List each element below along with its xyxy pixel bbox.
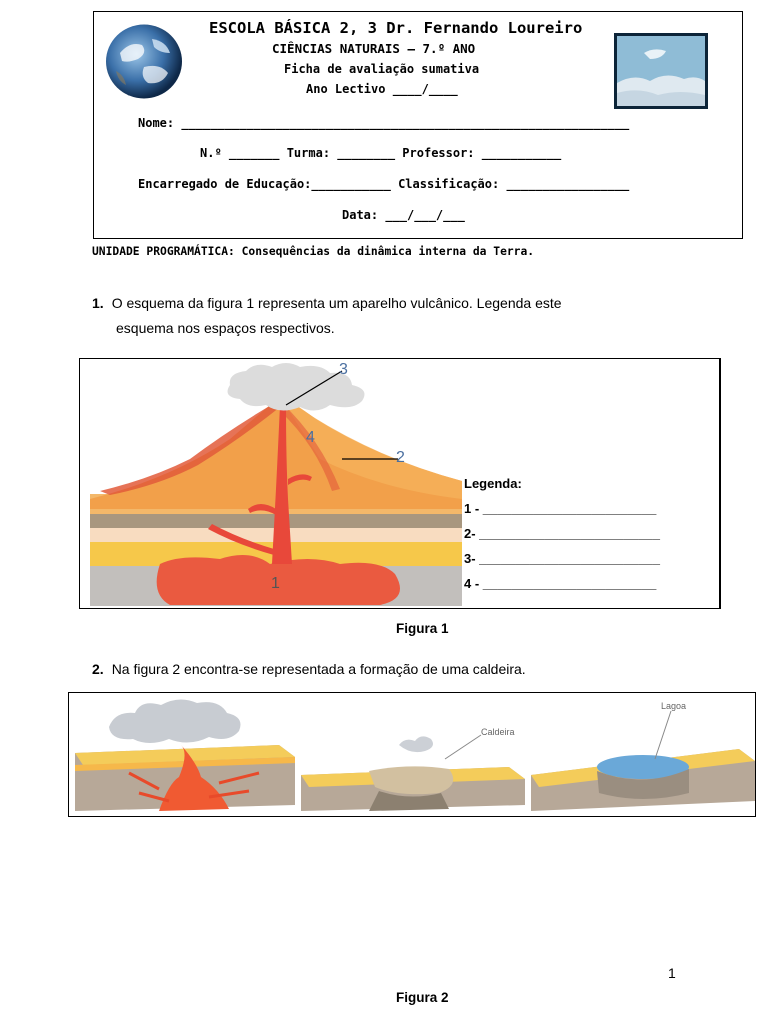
legend-item-2: 2- _________________________ bbox=[464, 526, 660, 541]
guardian-grade-fields: Encarregado de Educação:___________ Classificação: _________________ bbox=[138, 177, 630, 191]
question-1-line-2: esquema nos espaços respectivos. bbox=[116, 320, 335, 336]
legend-item-4: 4 - ________________________ bbox=[464, 576, 657, 591]
page-number: 1 bbox=[668, 965, 676, 981]
school-name: ESCOLA BÁSICA 2, 3 Dr. Fernando Loureiro bbox=[209, 19, 583, 37]
legend-item-1: 1 - ________________________ bbox=[464, 501, 657, 516]
name-field: Nome: ______________________________________________________________ bbox=[138, 116, 630, 130]
date-field: Data: ___/___/___ bbox=[342, 208, 465, 222]
question-2-text: Na figura 2 encontra-se representada a formação de uma caldeira. bbox=[111, 661, 526, 677]
figure-2-caption: Figura 2 bbox=[396, 990, 449, 1005]
caldeira-label: Caldeira bbox=[481, 727, 515, 737]
subject-title: CIÊNCIAS NATURAIS – 7.º ANO bbox=[272, 41, 476, 56]
test-type: Ficha de avaliação sumativa bbox=[284, 62, 480, 76]
question-1 bbox=[92, 291, 677, 341]
school-year: Ano Lectivo ____/____ bbox=[306, 82, 458, 96]
question-2 bbox=[92, 657, 526, 682]
unit-title: UNIDADE PROGRAMÁTICA: Consequências da dinâmica interna da Terra. bbox=[92, 245, 535, 258]
figure-1-legend bbox=[464, 471, 660, 596]
label-3: 3 bbox=[339, 361, 348, 378]
figure-1 bbox=[79, 358, 721, 609]
caldera-diagram bbox=[69, 693, 755, 816]
landscape-photo bbox=[614, 33, 708, 109]
legend-title: Legenda: bbox=[464, 476, 522, 491]
question-2-number: 2. bbox=[92, 661, 104, 677]
earth-globe-image bbox=[104, 23, 184, 100]
lagoa-label: Lagoa bbox=[661, 701, 687, 711]
figure-1-caption: Figura 1 bbox=[396, 621, 449, 636]
number-class-teacher-fields: N.º _______ Turma: ________ Professor: ___________ bbox=[200, 146, 562, 160]
question-1-line-1: O esquema da figura 1 representa um aparelho vulcânico. Legenda este bbox=[111, 295, 562, 311]
figure-2 bbox=[68, 692, 756, 817]
label-1: 1 bbox=[271, 575, 280, 592]
label-4: 4 bbox=[306, 429, 315, 446]
label-2: 2 bbox=[396, 449, 405, 466]
legend-item-3: 3- _________________________ bbox=[464, 551, 660, 566]
question-1-number: 1. bbox=[92, 295, 104, 311]
header-box bbox=[93, 11, 743, 239]
